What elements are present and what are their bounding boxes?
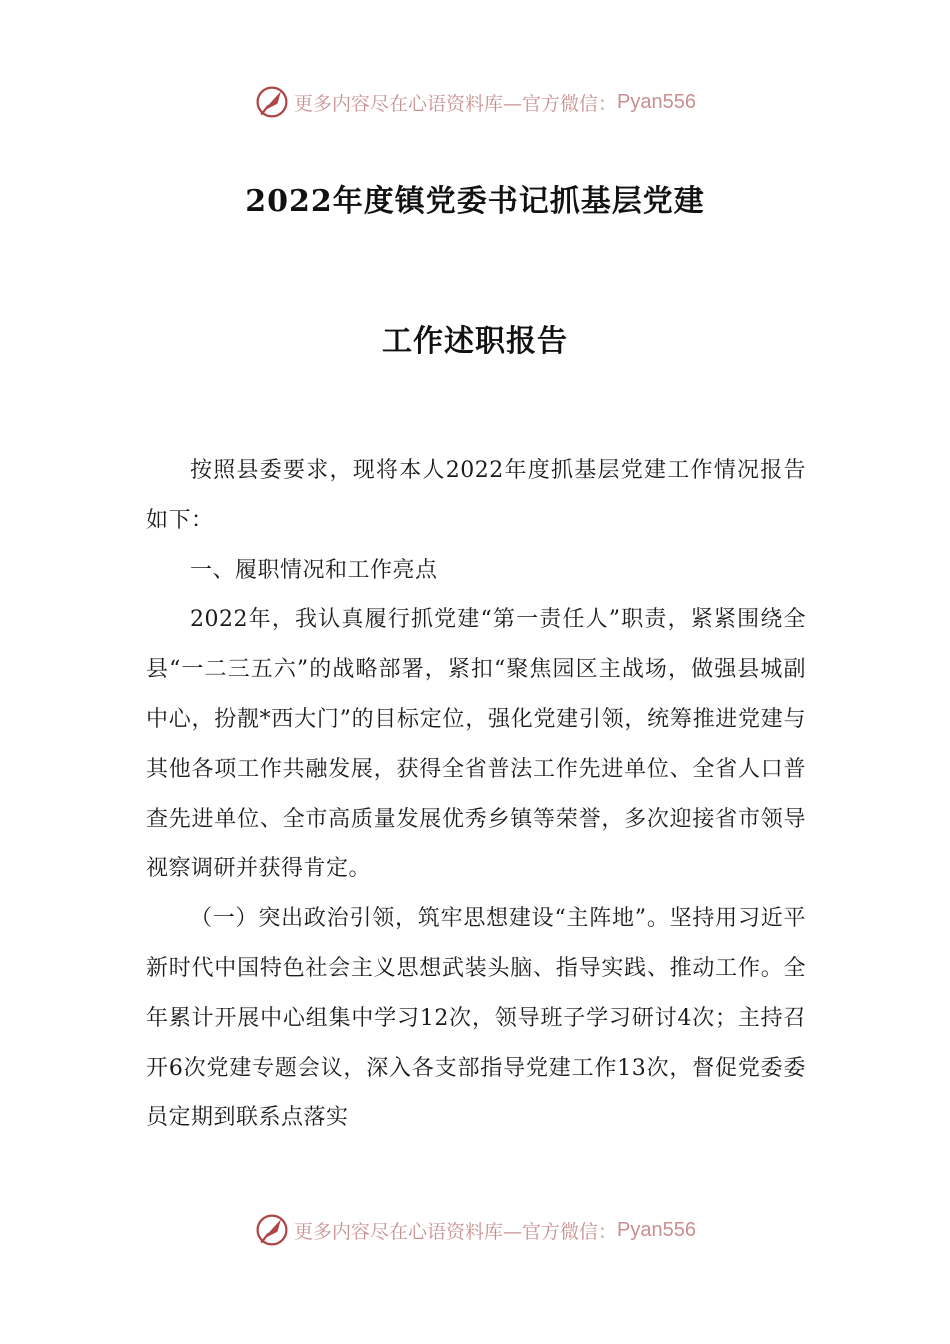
paragraph-political-leadership: （一）突出政治引领，筑牢思想建设“主阵地”。坚持用习近平新时代中国特色社会主义思想武装头脑、指导实践、推动工作。全年累计开展中心组集中学习12次，领导班子学习研讨4次；主持召开6次党建专题会议，深入各支部指导党建工作13次，督促党委委员定期到联系点落实 [146, 906, 806, 1131]
paragraph-overview: 2022年，我认真履行抓党建“第一责任人”职责，紧紧围绕全县“一二三五六”的战略部署，紧扣“聚焦园区主战场，做强县城副中心，扮靓*西大门”的目标定位，强化党建引领，统筹推进党建与其他各项工作共融发展，获得全省普法工作先进单位、全省人口普查先进单位、全市高质量发展优秀乡镇等荣誉，多次迎接省市领导视察调研并获得肯定。 [146, 607, 806, 882]
wechat-id: Pyan556 [617, 1218, 696, 1241]
watermark-text: 更多内容尽在心语资料库—官方微信： [294, 92, 618, 115]
quill-logo-icon [254, 84, 290, 120]
watermark-banner-bottom [0, 1210, 950, 1250]
section-heading-1: 一、履职情况和工作亮点 [190, 557, 438, 583]
watermark-text: 更多内容尽在心语资料库—官方微信： [294, 1220, 618, 1243]
watermark-banner-top [0, 82, 950, 122]
quill-logo-icon [254, 1212, 290, 1248]
paragraph-intro: 按照县委要求，现将本人2022年度抓基层党建工作情况报告如下： [146, 458, 806, 533]
document-title-line-2: 工作述职报告 [382, 324, 568, 359]
wechat-id: Pyan556 [617, 90, 696, 113]
document-body [146, 446, 806, 1143]
document-title-line-1: 2022年度镇党委书记抓基层党建 [245, 184, 705, 219]
